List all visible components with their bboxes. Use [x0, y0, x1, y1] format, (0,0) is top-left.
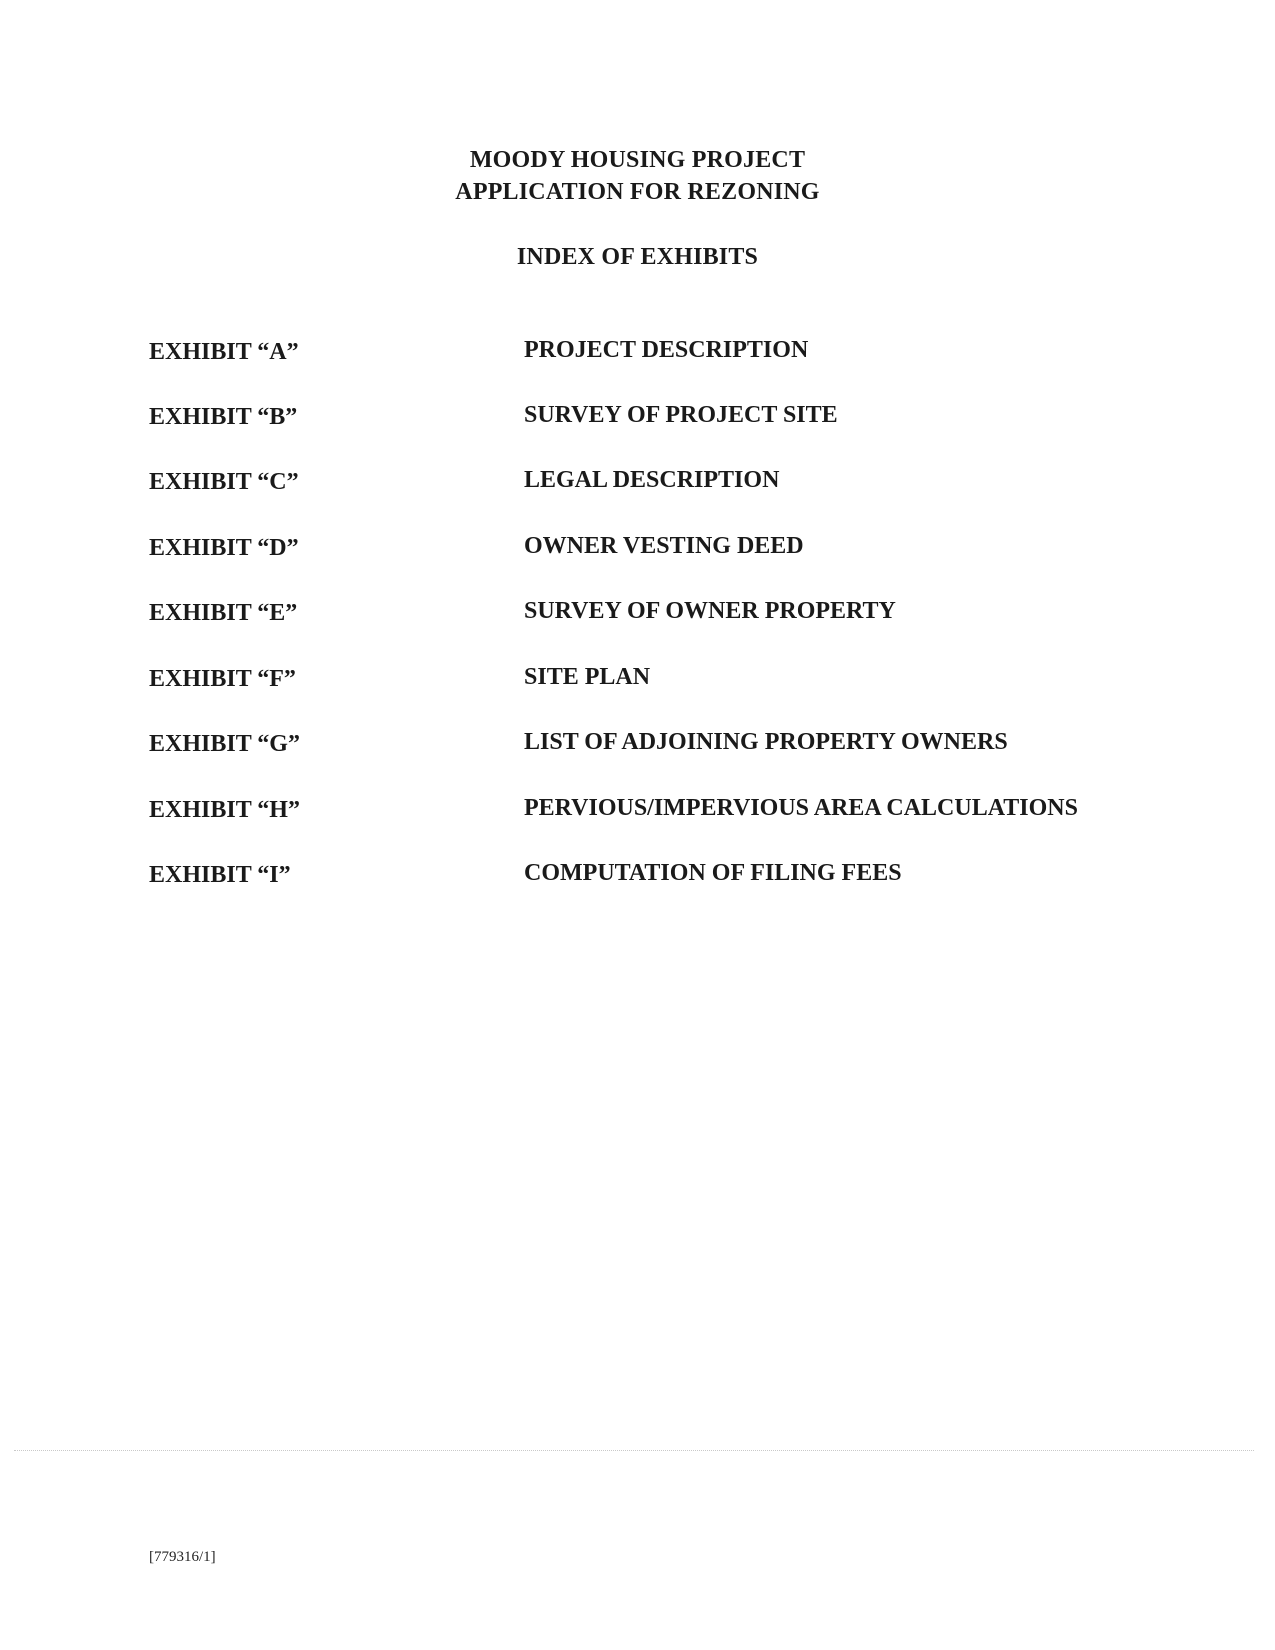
- exhibit-row: [0, 404, 1275, 434]
- exhibit-label: EXHIBIT “D”: [149, 535, 299, 561]
- exhibit-row: [0, 535, 1275, 565]
- exhibit-description: SITE PLAN: [524, 664, 651, 690]
- exhibit-row: [0, 862, 1275, 892]
- scan-artifact-line: [14, 1450, 1254, 1451]
- project-title: MOODY HOUSING PROJECT: [469, 147, 806, 173]
- exhibit-description: SURVEY OF PROJECT SITE: [524, 402, 838, 428]
- document-reference-number: [779316/1]: [149, 1549, 216, 1565]
- exhibit-row: [0, 339, 1275, 369]
- exhibit-label: EXHIBIT “B”: [149, 404, 298, 430]
- exhibit-description: LEGAL DESCRIPTION: [524, 467, 780, 493]
- exhibit-description: LIST OF ADJOINING PROPERTY OWNERS: [524, 729, 1008, 755]
- exhibit-description: PROJECT DESCRIPTION: [524, 337, 809, 363]
- index-heading: INDEX OF EXHIBITS: [516, 244, 759, 270]
- exhibit-description: OWNER VESTING DEED: [524, 533, 804, 559]
- exhibit-label: EXHIBIT “H”: [149, 797, 300, 823]
- exhibit-row: [0, 600, 1275, 630]
- exhibit-description: SURVEY OF OWNER PROPERTY: [524, 598, 896, 624]
- exhibit-description: COMPUTATION OF FILING FEES: [524, 860, 902, 886]
- exhibit-label: EXHIBIT “G”: [149, 731, 300, 757]
- exhibit-label: EXHIBIT “F”: [149, 666, 296, 692]
- exhibit-label: EXHIBIT “E”: [149, 600, 298, 626]
- exhibit-row: [0, 469, 1275, 499]
- application-title: APPLICATION FOR REZONING: [455, 179, 820, 205]
- exhibit-label: EXHIBIT “A”: [149, 339, 299, 365]
- exhibit-label: EXHIBIT “C”: [149, 469, 299, 495]
- exhibit-row: [0, 666, 1275, 696]
- exhibit-description: PERVIOUS/IMPERVIOUS AREA CALCULATIONS: [524, 795, 1078, 821]
- exhibit-label: EXHIBIT “I”: [149, 862, 291, 888]
- exhibit-row: [0, 731, 1275, 761]
- exhibit-row: [0, 797, 1275, 827]
